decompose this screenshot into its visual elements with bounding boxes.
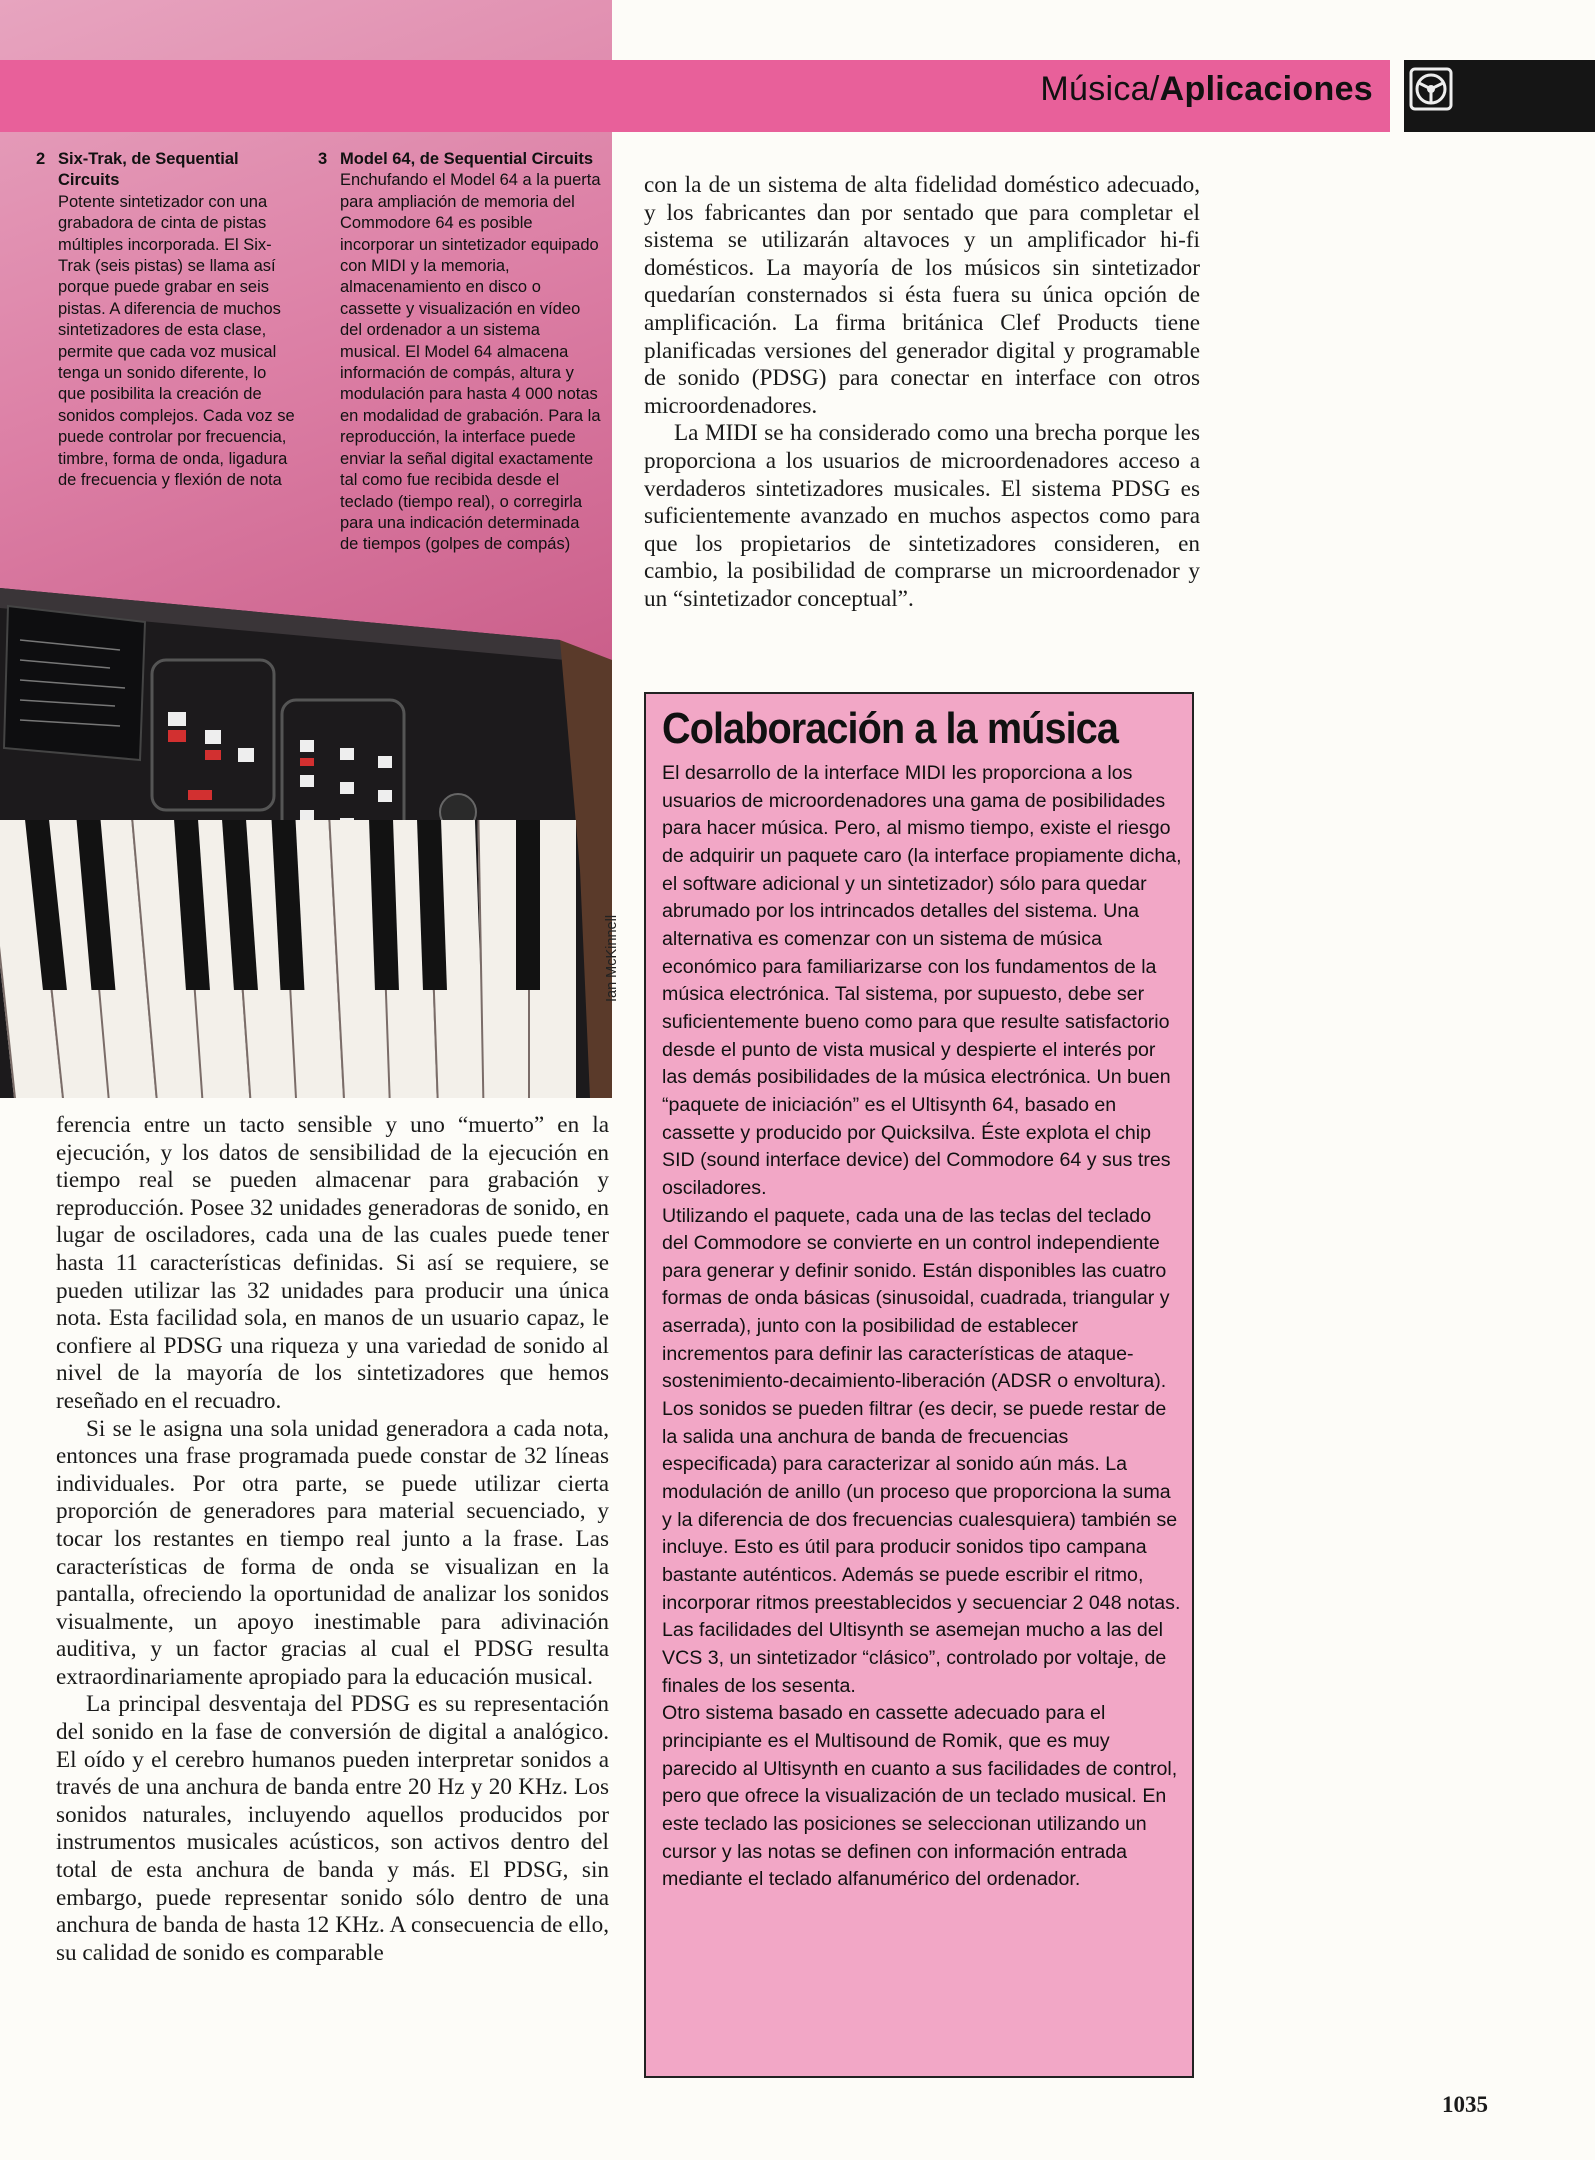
paragraph: La MIDI se ha considerado como una brecha porque les proporciona a los usuarios de microordenadores acceso a verdaderos sintetizadores musicales. El sistema PDSG es suficientemente avanzado en muchos aspectos como para que los propietarios de sintetizadores consideren, en cambio, la posibilidad de comprarse un microordenador y un “sintetizador conceptual”.: [644, 420, 1200, 612]
caption-text: Enchufando el Model 64 a la puerta para ampliación de memoria del Commodore 64 es posible incorporar un sintetizador equipado con MIDI y la memoria, almacenamiento en disco o cassette y visualización en vídeo del ordenador a un sistema musical. El Model 64 almacena información de compás, altura y modulación para hasta 4 000 notas en modalidad de grabación. Para la reproducción, la interface puede enviar la señal digital exactamente tal como fue recibida desde el teclado (tiempo real), o corregirla para una indicación determinada de tiempos (golpes de compás): [340, 171, 601, 554]
paragraph: ferencia entre un tacto sensible y uno “muerto” en la ejecución, y los datos de sensibilidad de la ejecución en tiempo real se pueden almacenar para grabación y reproducción. Posee 32 unidades generadoras de sonido, en lugar de osciladores, cada una de las cuales puede tener hasta 11 características definidas. Si así se requiere, se pueden utilizar las 32 unidades para producir una única nota. Esta facilidad sola, en manos de un usuario capaz, le confiere al PDSG una riqueza y una variedad de sonido al nivel de la mayoría de los sintetizadores que hemos reseñado en el recuadro.: [56, 1112, 609, 1414]
caption-six-trak: [36, 149, 298, 492]
paragraph: La principal desventaja del PDSG es su representación del sonido en la fase de conversión de digital a analógico. El oído y el cerebro humanos pueden interpretar sonidos a través de una anchura de banda entre 20 Hz y 20 KHz. Los sonidos naturales, incluyendo aquellos producidos por instrumentos musicales acústicos, son activos dentro del total de esta anchura de banda y más. El PDSG, sin embargo, puede representar sonido sólo dentro de una anchura de banda de hasta 12 KHz. A consecuencia de ello, su calidad de sonido es comparable: [56, 1691, 609, 1966]
photo-credit: Ian McKinnell: [604, 914, 620, 1002]
caption-model-64: [318, 149, 602, 556]
section-logo: [1404, 60, 1595, 132]
paragraph: Si se le asigna una sola unidad generadora a cada nota, entonces una frase programada puede constar de 32 líneas individuales. Por otra parte, se puede utilizar cierta proporción de generadores para material secuenciado, y tocar los restantes en tiempo real junto a la frase. Las características de forma de onda se visualizan en la pantalla, ofreciendo la oportunidad de analizar los sonidos visualmente, un apoyo inestimable para adivinación auditiva, y un factor gracias al cual el PDSG resulta extraordinariamente apropiado para la educación musical.: [56, 1415, 609, 1690]
body-column-left: [56, 1112, 609, 1967]
caption-number: 2: [36, 150, 46, 168]
section-name: Aplicaciones: [1159, 70, 1373, 108]
box-title: Colaboración a la música: [662, 704, 1118, 753]
box-paragraph: Las facilidades del Ultisynth se asemejan mucho a las del VCS 3, un sintetizador “clásico”, controlado por voltaje, de finales de los sesenta.: [662, 1619, 1167, 1697]
sidebar-box: [644, 692, 1194, 2078]
section-title: [1040, 70, 1373, 109]
box-paragraph: Utilizando el paquete, cada una de las teclas del teclado del Commodore se convierte en un control independiente para generar y definir sonido. Están disponibles las cuatro formas de onda básicas (sinusoidal, cuadrada, triangular y aserrada), junto con la posibilidad de establecer incrementos para definir las características de ataque-sostenimiento-decaimiento-liberación (ADSR o envoltura). Los sonidos se pueden filtrar (es decir, se puede restar de la salida una anchura de banda de frecuencias especificada) para caracterizar al sonido aún más. La modulación de anillo (un proceso que proporciona la suma y la diferencia de dos frecuencias cualesquiera) también se incluye. Esto es útil para producir sonidos tipo campana bastante auténticos. Además se puede escribir el ritmo, incorporar ritmos preestablecidos y secuenciar 2 048 notas.: [662, 1204, 1181, 1614]
caption-title: Six-Trak, de Sequential Circuits: [58, 150, 239, 190]
page-number: 1035: [1442, 2092, 1488, 2117]
section-label: Música/: [1040, 70, 1160, 108]
caption-title: Model 64, de Sequential Circuits: [340, 150, 594, 168]
caption-text: Potente sintetizador con una grabadora de cinta de pistas múltiples incorporada. El Six-Trak (seis pistas) se llama así porque puede grabar en seis pistas. A diferencia de muchos sintetizadores de esta clase, permite que cada voz musical tenga un sonido diferente, lo que posibilita la creación de sonidos complejos. Cada voz se puede controlar por frecuencia, timbre, forma de onda, ligadura de frecuencia y flexión de nota: [58, 192, 295, 490]
piano-black-key: [516, 820, 540, 990]
box-paragraph: El desarrollo de la interface MIDI les proporciona a los usuarios de microordenadores una gama de posibilidades para hacer música. Pero, al mismo tiempo, existe el riesgo de adquirir un paquete caro (la interface propiamente dicha, el software adicional y un sintetizador) sólo para quedar abrumado por los intrincados detalles del sistema. Una alternativa es comenzar con un sistema de música económico para familiarizarse con los fundamentos de la música electrónica. Tal sistema, por supuesto, debe ser suficientemente bueno como para que resulte satisfactorio desde el punto de vista musical y despierte el interés por las demás posibilidades de la música electrónica. Un buen “paquete de iniciación” es el Ultisynth 64, basado en cassette y producido por Quicksilva. Éste explota el chip SID (sound interface device) del Commodore 64 y sus tres osciladores.: [662, 762, 1182, 1199]
steering-wheel-icon: [1408, 66, 1454, 112]
body-column-right: [644, 172, 1200, 614]
box-body: [662, 760, 1182, 1894]
box-paragraph: Otro sistema basado en cassette adecuado para el principiante es el Multisound de Romik, que es muy parecido al Ultisynth en cuanto a sus facilidades de control, pero que ofrece la visualización de un teclado musical. En este teclado las posiciones se seleccionan utilizando un cursor y las notas se definen con información entrada mediante el teclado alfanumérico del ordenador.: [662, 1702, 1178, 1891]
paragraph: con la de un sistema de alta fidelidad doméstico adecuado, y los fabricantes dan por sentado que para completar el sistema se utilizarán altavoces y un amplificador hi-fi domésticos. La mayoría de los músicos sin sintetizador quedarían consternados si ésta fuera su única opción de amplificación. La firma británica Clef Products tiene planificadas versiones del generador digital y programable de sonido (PDSG) para conectar en interface con otros microordenadores.: [644, 172, 1200, 419]
caption-number: 3: [318, 150, 328, 168]
